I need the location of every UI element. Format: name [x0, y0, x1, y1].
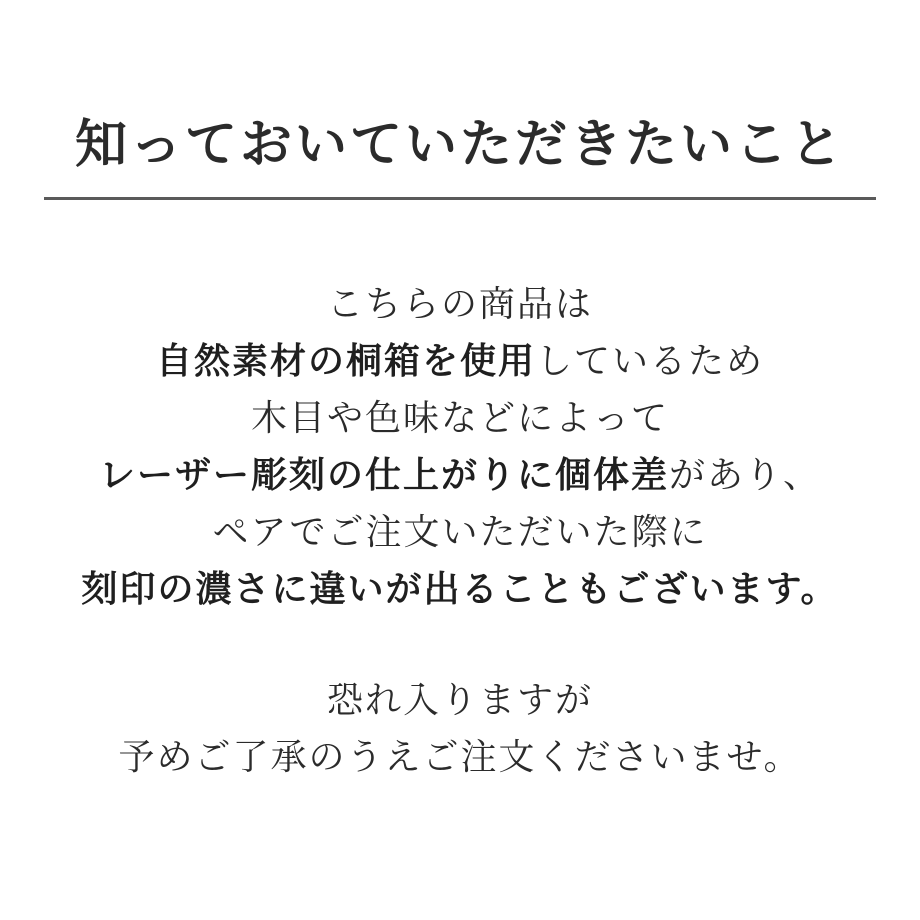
- notice-body: [0, 276, 920, 618]
- closing-line-2: [0, 729, 920, 786]
- notice-text-emphasis: 自然素材の桐箱を使用: [155, 341, 536, 382]
- notice-text-emphasis: 刻印の濃さに違いが出ることもございます。: [81, 569, 839, 610]
- notice-text: 木目や色味などによって: [250, 398, 669, 439]
- notice-title: 知っておいていただきたいこと: [74, 115, 845, 175]
- notice-line-1: [0, 276, 920, 333]
- notice-text: ペアでご注文いただいた際に: [212, 512, 708, 553]
- notice-line-6: [0, 561, 920, 618]
- notice-text: があり、: [669, 455, 822, 496]
- notice-text: 予めご了承のうえご注文くださいませ。: [118, 737, 802, 778]
- notice-text-emphasis: レーザー彫刻の仕上がりに個体差: [98, 455, 669, 496]
- notice-line-5: [0, 504, 920, 561]
- notice-line-3: [0, 390, 920, 447]
- notice-line-2: [0, 333, 920, 390]
- notice-header: [0, 0, 920, 200]
- title-divider: [44, 197, 876, 200]
- notice-line-4: [0, 447, 920, 504]
- closing-line-1: [0, 672, 920, 729]
- notice-text: こちらの商品は: [326, 284, 593, 325]
- notice-text: 恐れ入りますが: [326, 680, 593, 721]
- notice-text: しているため: [536, 341, 765, 382]
- notice-closing: [0, 672, 920, 786]
